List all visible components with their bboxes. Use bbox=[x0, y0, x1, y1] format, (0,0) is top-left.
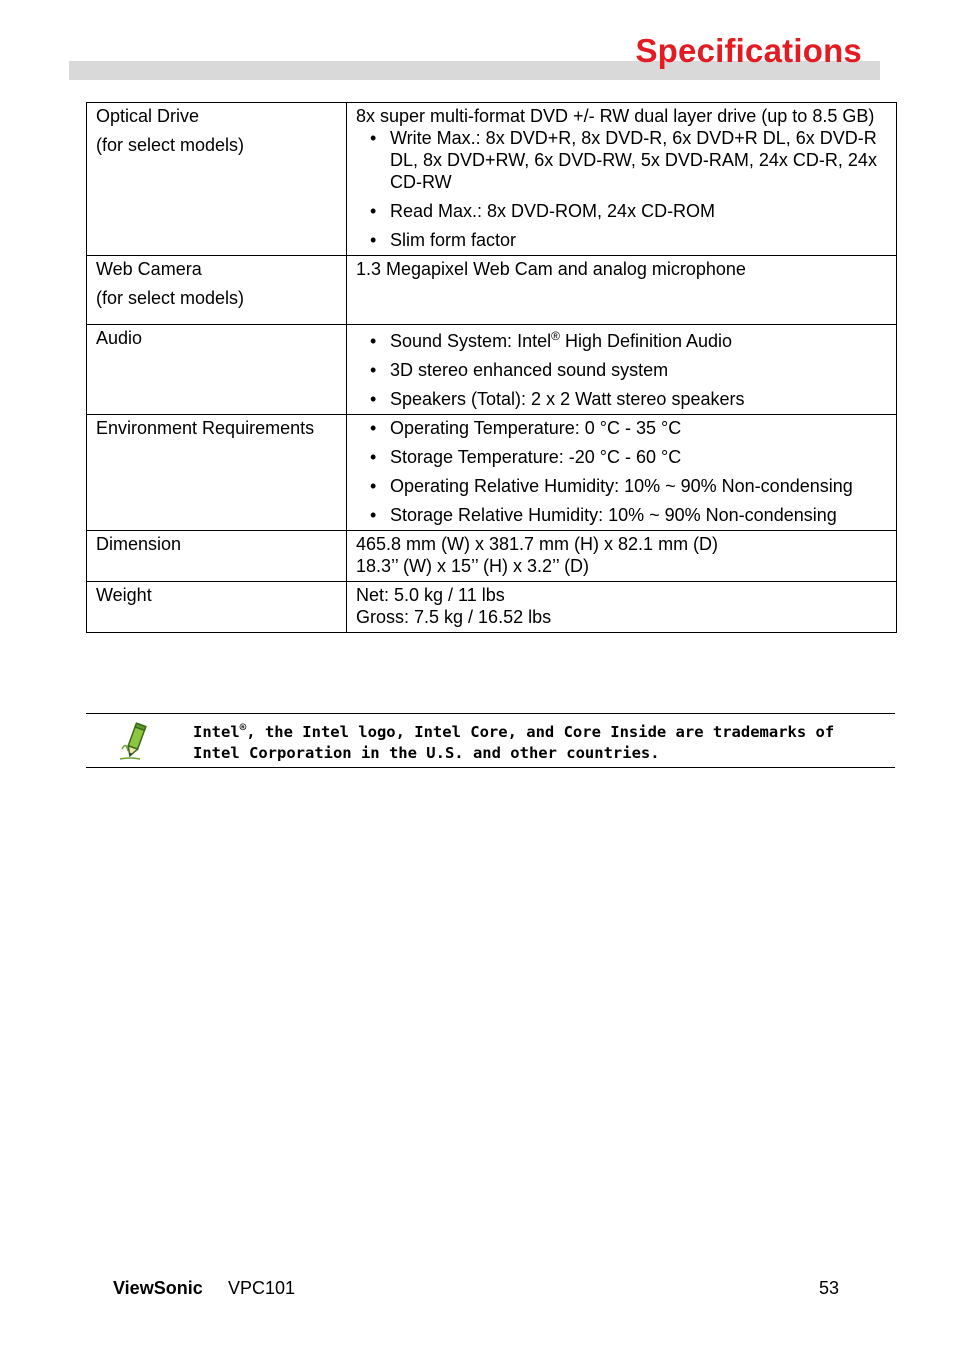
spec-label-note: (for select models) bbox=[96, 135, 245, 155]
spec-label-cell bbox=[87, 256, 347, 325]
note-body: , the Intel logo, Intel Core, and Core Inside are trademarks of Intel Corporation in the U.S. and other countries. bbox=[193, 723, 835, 762]
list-item-text: High Definition Audio bbox=[559, 331, 733, 351]
specifications-table bbox=[86, 102, 897, 633]
list-item: • Operating Temperature: 0 °C - 35 °C bbox=[356, 417, 887, 439]
bullet-list bbox=[356, 417, 887, 526]
bullet-list bbox=[356, 127, 887, 251]
spec-value-cell bbox=[347, 256, 897, 325]
note-brand: Intel bbox=[193, 723, 240, 741]
footer-brand: ViewSonic bbox=[113, 1278, 203, 1298]
spec-label: Dimension bbox=[96, 534, 182, 554]
spec-label-note: (for select models) bbox=[96, 288, 245, 308]
trademark-note bbox=[86, 713, 895, 768]
registered-mark: ® bbox=[239, 721, 247, 734]
list-item: • Storage Relative Humidity: 10% ~ 90% Non-condensing bbox=[356, 504, 887, 526]
spec-label: Environment Requirements bbox=[96, 418, 315, 438]
registered-mark: ® bbox=[551, 329, 560, 343]
table-row bbox=[87, 256, 897, 325]
bullet-list bbox=[356, 330, 887, 410]
spec-label-cell bbox=[87, 325, 347, 415]
spec-value: 8x super multi-format DVD +/- RW dual layer drive (up to 8.5 GB) bbox=[356, 106, 875, 126]
list-item: • Slim form factor bbox=[356, 229, 887, 251]
page-title: Specifications bbox=[635, 32, 862, 69]
list-item: • Operating Relative Humidity: 10% ~ 90% Non-condensing bbox=[356, 475, 887, 497]
table-row bbox=[87, 103, 897, 256]
spec-label-cell bbox=[87, 531, 347, 582]
table-row bbox=[87, 531, 897, 582]
list-item: • Write Max.: 8x DVD+R, 8x DVD-R, 6x DVD+R DL, 6x DVD-R DL, 8x DVD+RW, 6x DVD-RW, 5x DVD-RAM, 24x CD-R, 24x CD-RW bbox=[356, 127, 887, 193]
table-row bbox=[87, 415, 897, 531]
spec-label: Web Camera bbox=[96, 259, 202, 279]
list-item: • Read Max.: 8x DVD-ROM, 24x CD-ROM bbox=[356, 200, 887, 222]
list-item-text: Sound System: Intel bbox=[390, 331, 552, 351]
list-item: • 3D stereo enhanced sound system bbox=[356, 359, 887, 381]
pencil-note-icon bbox=[118, 721, 150, 761]
spec-value-cell bbox=[347, 582, 897, 633]
spec-value-cell bbox=[347, 531, 897, 582]
spec-label: Optical Drive bbox=[96, 106, 200, 126]
table-row bbox=[87, 325, 897, 415]
spec-label-cell bbox=[87, 103, 347, 256]
spec-value-line: Net: 5.0 kg / 11 lbs bbox=[356, 585, 505, 605]
spec-label-cell bbox=[87, 415, 347, 531]
footer-model: VPC101 bbox=[228, 1278, 296, 1298]
spec-value-line: Gross: 7.5 kg / 16.52 lbs bbox=[356, 607, 552, 627]
spec-value-cell bbox=[347, 415, 897, 531]
spec-value-line: 465.8 mm (W) x 381.7 mm (H) x 82.1 mm (D) bbox=[356, 534, 719, 554]
list-item: • Storage Temperature: -20 °C - 60 °C bbox=[356, 446, 887, 468]
spec-value: 1.3 Megapixel Web Cam and analog microphone bbox=[356, 259, 746, 279]
spec-value-line: 18.3’’ (W) x 15’’ (H) x 3.2’’ (D) bbox=[356, 556, 590, 576]
note-text bbox=[193, 722, 883, 764]
spec-label: Audio bbox=[96, 328, 143, 348]
list-item bbox=[356, 330, 887, 352]
spec-value-cell bbox=[347, 103, 897, 256]
spec-label-cell bbox=[87, 582, 347, 633]
spec-label: Weight bbox=[96, 585, 152, 605]
page-number: 53 bbox=[819, 1278, 840, 1298]
table-row bbox=[87, 582, 897, 633]
list-item: • Speakers (Total): 2 x 2 Watt stereo speakers bbox=[356, 388, 887, 410]
spec-value-cell bbox=[347, 325, 897, 415]
